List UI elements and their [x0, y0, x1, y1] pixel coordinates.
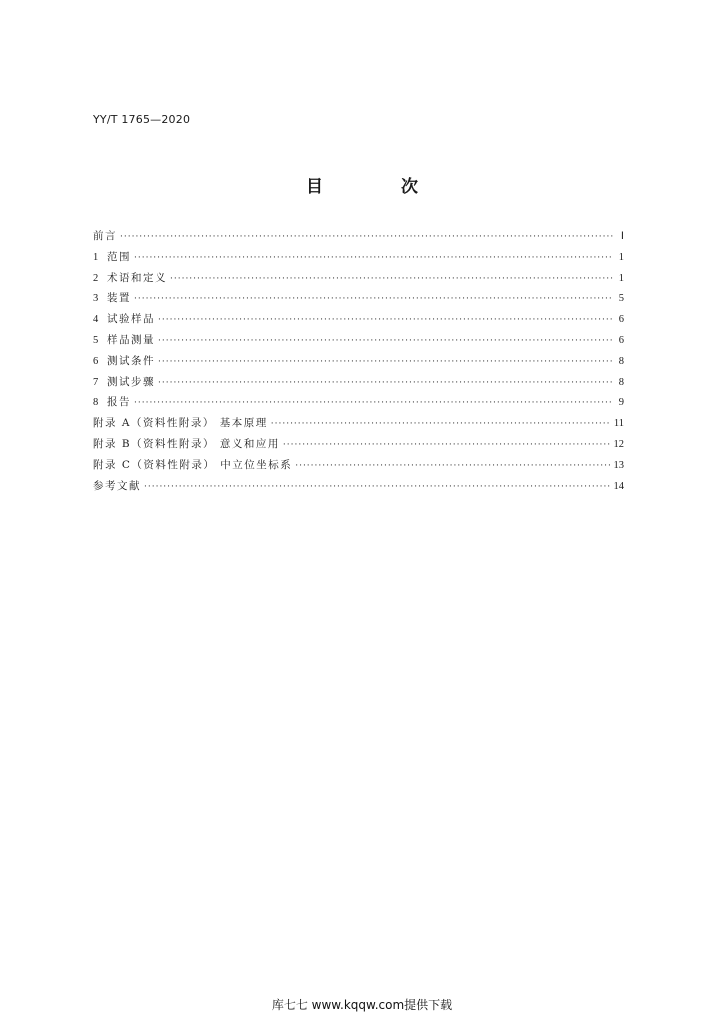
- toc-entry-page: 11: [613, 418, 624, 430]
- toc-entry-number: 7: [93, 376, 99, 388]
- toc-leader-dots: [170, 269, 613, 290]
- toc-leader-dots: [283, 435, 611, 456]
- toc-leader-dots: [144, 477, 611, 498]
- toc-entry-terms[interactable]: [93, 268, 624, 289]
- toc-entry-page: 6: [618, 314, 624, 326]
- toc-entry-page: 8: [618, 376, 624, 388]
- toc-entry-bibliography[interactable]: [93, 476, 624, 497]
- toc-leader-dots: [158, 352, 613, 373]
- toc-leader-dots: [134, 248, 613, 269]
- toc-entry-label: 附录 B（资料性附录） 意义和应用: [93, 437, 280, 450]
- toc-leader-dots: [120, 227, 613, 248]
- toc-entry-label: 装置: [107, 292, 131, 305]
- toc-entry-page: 12: [613, 438, 624, 450]
- toc-entry-page: Ⅰ: [620, 231, 624, 242]
- toc-entry-sample-measurement[interactable]: [93, 330, 624, 351]
- toc-entry-page: 8: [618, 355, 624, 367]
- toc-entry-page: 6: [618, 334, 624, 346]
- toc-entry-annex-b[interactable]: [93, 434, 624, 455]
- toc-entry-label: 报告: [107, 396, 131, 409]
- toc-entry-label: 附录 C（资料性附录） 中立位坐标系: [93, 458, 293, 471]
- toc-leader-dots: [158, 331, 613, 352]
- toc-entry-page: 9: [618, 397, 624, 409]
- toc-entry-test-conditions[interactable]: [93, 351, 624, 372]
- toc-leader-dots: [134, 289, 613, 310]
- toc-entry-page: 1: [618, 251, 624, 263]
- toc-entry-apparatus[interactable]: [93, 288, 624, 309]
- toc-entry-label: 测试条件: [107, 354, 155, 367]
- toc-entry-test-sample[interactable]: [93, 309, 624, 330]
- toc-entry-number: 5: [93, 334, 99, 346]
- toc-entry-label: 参考文献: [93, 479, 141, 492]
- toc-entry-label: 术语和定义: [107, 271, 167, 284]
- toc-entry-annex-a[interactable]: [93, 413, 624, 434]
- toc-entry-page: 13: [613, 459, 624, 471]
- toc-entry-number: 1: [93, 251, 99, 263]
- standard-code: YY/T 1765—2020: [93, 113, 191, 126]
- toc-entry-scope[interactable]: [93, 247, 624, 268]
- toc-leader-dots: [271, 414, 611, 435]
- toc-entry-label: 样品测量: [107, 333, 155, 346]
- download-source-footer: 库七七 www.kqqw.com提供下载: [271, 998, 453, 1012]
- toc-entry-label: 试验样品: [107, 313, 155, 326]
- toc-entry-page: 5: [618, 293, 624, 305]
- table-of-contents: [93, 226, 624, 496]
- toc-entry-number: 3: [93, 293, 99, 305]
- toc-title: 目 次: [306, 177, 454, 197]
- toc-entry-label: 测试步骤: [107, 375, 155, 388]
- toc-entry-number: 8: [93, 397, 99, 409]
- toc-entry-number: 2: [93, 272, 99, 284]
- toc-leader-dots: [158, 310, 613, 331]
- toc-leader-dots: [134, 393, 613, 414]
- toc-entry-page: 14: [613, 480, 624, 492]
- toc-entry-test-procedure[interactable]: [93, 372, 624, 393]
- toc-entry-number: 6: [93, 355, 99, 367]
- toc-entry-number: 4: [93, 314, 99, 326]
- toc-entry-label: 范围: [107, 250, 131, 263]
- toc-entry-annex-c[interactable]: [93, 455, 624, 476]
- toc-leader-dots: [295, 456, 610, 477]
- toc-entry-page: 1: [618, 272, 624, 284]
- toc-entry-label: 附录 A（资料性附录） 基本原理: [93, 417, 268, 430]
- toc-entry-label: 前言: [93, 230, 117, 242]
- toc-entry-foreword[interactable]: [93, 226, 624, 247]
- toc-leader-dots: [158, 373, 613, 394]
- toc-entry-report[interactable]: [93, 392, 624, 413]
